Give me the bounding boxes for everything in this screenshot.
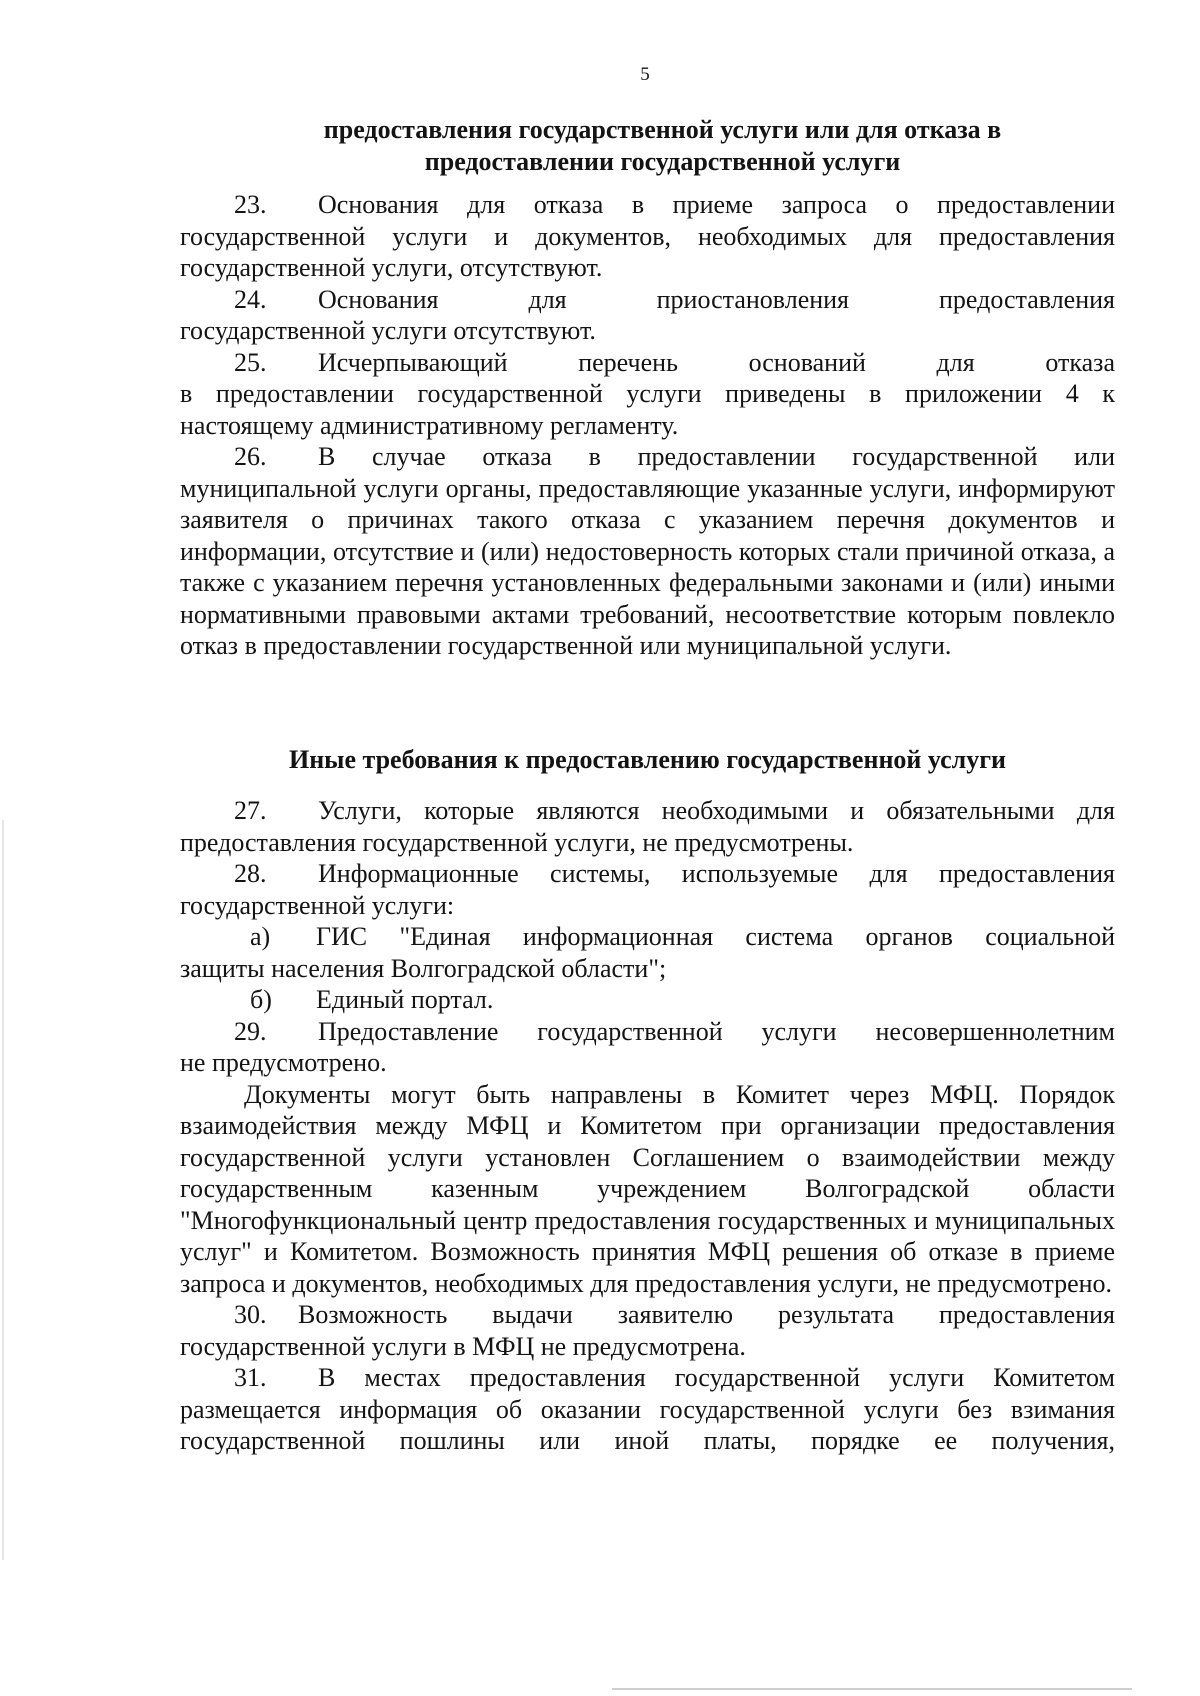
page-number: 5 bbox=[640, 64, 650, 85]
clause-30 bbox=[180, 1299, 1115, 1362]
subclause-first-line: Единый портал. bbox=[316, 985, 494, 1014]
heading-line-1: предоставления государственной услуги или для отказа в bbox=[323, 115, 1002, 144]
clause-text: в предоставлении государственной услуги приведены в приложении 4 к настоящему административному регламенту. bbox=[180, 379, 1115, 440]
clause-first-line: Предоставление государственной услуги несовершеннолетним bbox=[318, 1016, 1115, 1046]
clause-first-line: Основания для приостановления предоставления bbox=[318, 284, 1115, 314]
clause-24 bbox=[180, 284, 1115, 347]
clause-text: размещается информация об оказании государственной услуги без взимания государственной пошлины или иной платы, порядке ее получения, bbox=[180, 1394, 1115, 1455]
clause-number: 26. bbox=[234, 442, 267, 471]
scan-edge-mark bbox=[2, 820, 4, 1560]
clause-first-line: Исчерпывающий перечень оснований для отказа bbox=[318, 347, 1115, 377]
clause-text: муниципальной услуги органы, предоставляющие указанные услуги, информируют заявителя о причинах такого отказа с указанием перечня документов и информации, отсутствие и (или) недостоверность которых стали причиной отказа, а также с указанием перечня установленных федеральными законами и (или) иными нормативными правовыми актами требований, несоответствие которым повлекло отказ в предоставлении государственной или муниципальной услуги. bbox=[180, 473, 1115, 660]
heading-line-2: предоставлении государственной услуги bbox=[424, 146, 901, 176]
subclause-b bbox=[180, 984, 1115, 1016]
clause-number: 25. bbox=[234, 347, 267, 377]
clause-number: 23. bbox=[234, 190, 267, 219]
paragraph-documents-mfc: Документы могут быть направлены в Комитет через МФЦ. Порядок взаимодействия между МФЦ и Комитетом при организации предоставления государственной услуги установлен Соглашением о взаимодействии между государственным казенным учреждением Волгоградской области "Многофункциональный центр предоставления государственных и муниципальных услуг" и Комитетом. Возможность принятия МФЦ решения об отказе в приеме запроса и документов, необходимых для предоставления услуги, не предусмотрено. bbox=[180, 1079, 1115, 1298]
clause-first-line: В случае отказа в предоставлении государственной или bbox=[318, 442, 1115, 471]
subclause-text: защиты населения Волгоградской области"; bbox=[180, 953, 667, 983]
clause-first-line: Возможность выдачи заявителю результата предоставления bbox=[298, 1300, 1115, 1329]
section-heading-refusal bbox=[180, 114, 1115, 177]
clause-text: предоставления государственной услуги, не предусмотрены. bbox=[180, 827, 854, 857]
clause-number: 31. bbox=[234, 1363, 267, 1392]
clause-text: государственной услуги и документов, необходимых для предоставления государственной услуги, отсутствуют. bbox=[180, 221, 1115, 282]
clause-number: 29. bbox=[234, 1016, 267, 1046]
clause-26 bbox=[180, 441, 1115, 662]
clause-number: 28. bbox=[234, 859, 267, 888]
clause-31 bbox=[180, 1362, 1115, 1457]
subclause-letter: б) bbox=[250, 985, 272, 1014]
clause-text: не предусмотрено. bbox=[180, 1048, 387, 1077]
subclause-a bbox=[180, 921, 1115, 984]
section-heading-other-requirements: Иные требования к предоставлению государственной услуги bbox=[288, 744, 1007, 774]
clause-first-line: Услуги, которые являются необходимыми и обязательными для bbox=[318, 796, 1115, 825]
document-body bbox=[180, 114, 1115, 1457]
clause-number: 27. bbox=[234, 796, 267, 825]
clause-text: государственной услуги в МФЦ не предусмотрена. bbox=[180, 1331, 746, 1361]
clause-number: 24. bbox=[234, 284, 267, 314]
clause-text: государственной услуги: bbox=[180, 890, 455, 920]
clause-first-line: В местах предоставления государственной услуги Комитетом bbox=[318, 1363, 1115, 1392]
clause-text: государственной услуги отсутствуют. bbox=[180, 316, 596, 345]
clause-28 bbox=[180, 858, 1115, 921]
clause-25 bbox=[180, 347, 1115, 442]
clause-27 bbox=[180, 795, 1115, 858]
clause-29 bbox=[180, 1016, 1115, 1079]
subclause-letter: а) bbox=[250, 922, 271, 951]
clause-first-line: Информационные системы, используемые для предоставления bbox=[318, 859, 1115, 888]
subclause-first-line: ГИС "Единая информационная система органов социальной bbox=[316, 922, 1115, 951]
clause-number: 30. bbox=[234, 1300, 267, 1329]
clause-first-line: Основания для отказа в приеме запроса о предоставлении bbox=[318, 190, 1115, 219]
clause-23 bbox=[180, 189, 1115, 284]
scan-bottom-line bbox=[612, 1688, 1132, 1690]
